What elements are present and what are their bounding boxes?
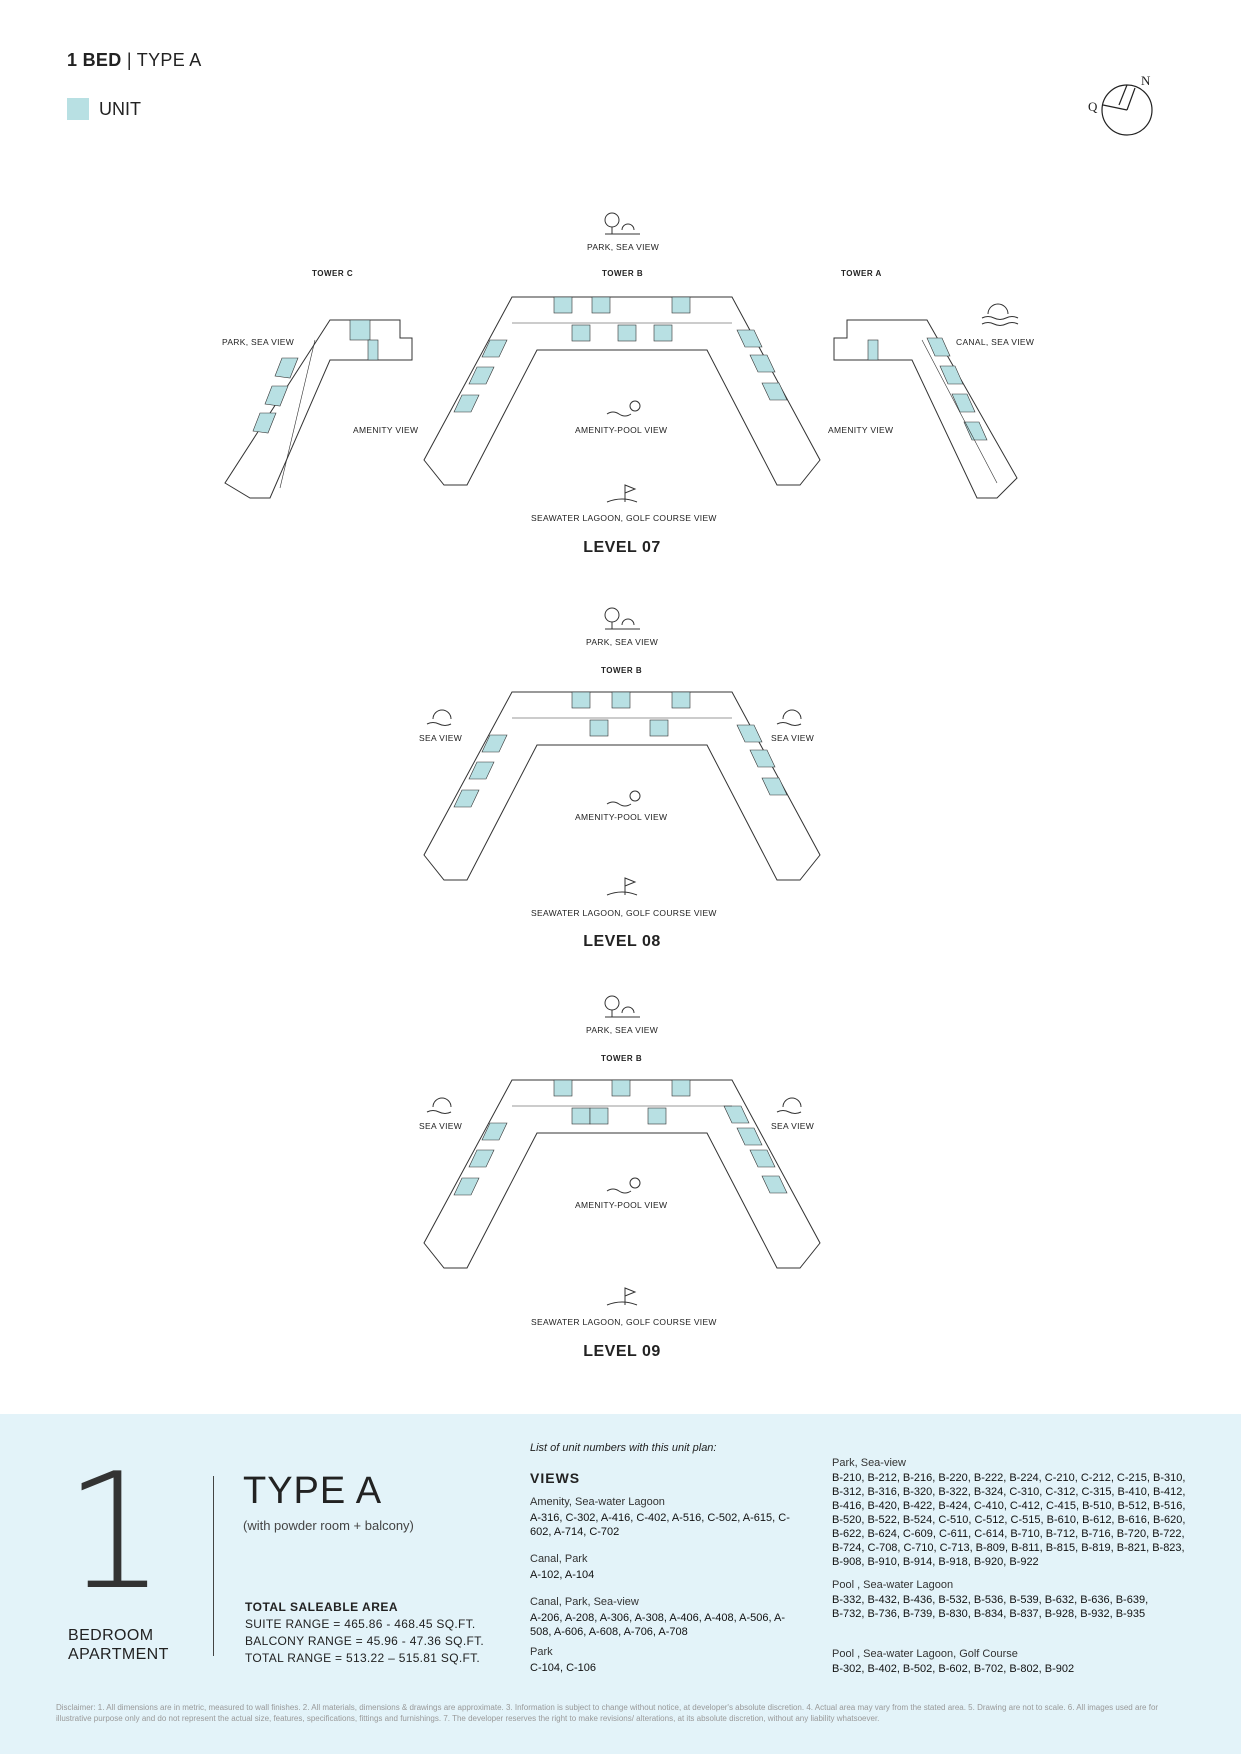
level-title: LEVEL 08 [583,933,661,950]
view-label-top: PARK, SEA VIEW [586,1025,659,1035]
title-separator: | [121,50,137,70]
tower-b-label: TOWER B [601,666,643,675]
park-sea-icon [600,605,645,635]
view-group [530,1553,800,1582]
park-sea-icon [600,993,645,1023]
view-group-units: B-302, B-402, B-502, B-602, B-702, B-802, B-902 [832,1663,1075,1675]
level-title: LEVEL 09 [583,1343,661,1360]
view-label-center: AMENITY-POOL VIEW [575,1200,668,1210]
pool-icon [605,788,645,810]
view-group-name: Park, Sea-view [832,1457,906,1469]
level-title: LEVEL 07 [583,539,661,556]
amenity-view-right: AMENITY VIEW [828,425,894,435]
view-label-center: AMENITY-POOL VIEW [575,812,668,822]
tower-a-label: TOWER A [841,269,882,278]
view-label-bottom: SEAWATER LAGOON, GOLF COURSE VIEW [531,513,717,523]
tower-b-label: TOWER B [602,269,644,278]
view-group [530,1596,800,1639]
view-label-left: SEA VIEW [419,1121,463,1131]
view-group-units: A-102, A-104 [530,1569,595,1581]
view-group-name: Park [530,1646,553,1658]
view-group-units: C-104, C-106 [530,1662,597,1674]
view-label-top: PARK, SEA VIEW [586,637,659,647]
bedroom-count: 1 [64,1438,166,1625]
unit-subtitle: (with powder room + balcony) [243,1518,414,1533]
pool-icon [605,1175,645,1197]
golf-icon [605,1285,640,1310]
view-label-bottom: SEAWATER LAGOON, GOLF COURSE VIEW [531,1317,717,1327]
area-title: TOTAL SALEABLE AREA [245,1600,399,1614]
view-group-units: A-316, C-302, A-416, C-402, A-516, C-502, A-615, C-602, A-714, C-702 [530,1512,790,1538]
view-label-bottom: SEAWATER LAGOON, GOLF COURSE VIEW [531,908,717,918]
view-group [832,1648,1192,1676]
view-group-units: B-332, B-432, B-436, B-532, B-536, B-539, B-632, B-636, B-639, B-732, B-736, B-739, B-830, B-834, B-837, B-928, B-932, B-935 [832,1594,1149,1620]
tower-c-label: TOWER C [312,269,354,278]
park-sea-icon [600,210,645,240]
view-group [832,1457,1192,1569]
view-group [832,1579,1162,1621]
legend [67,98,141,120]
unit-type: TYPE A [243,1470,383,1512]
page-title [67,50,202,71]
view-group [530,1496,800,1539]
view-label-center: AMENITY-POOL VIEW [575,425,668,435]
view-group [530,1646,800,1675]
amenity-view-left: AMENITY VIEW [353,425,419,435]
view-group-name: Pool , Sea-water Lagoon, Golf Course [832,1648,1018,1660]
views-heading: VIEWS [530,1470,581,1486]
suite-range: SUITE RANGE = 465.86 - 468.45 SQ.FT. [245,1617,476,1631]
view-group-name: Canal, Park [530,1553,588,1565]
view-label-right: SEA VIEW [771,1121,815,1131]
view-group-name: Canal, Park, Sea-view [530,1596,639,1608]
bedroom-label [68,1626,169,1664]
compass-north: N [1141,73,1151,88]
bedroom-line-2: APARTMENT [68,1646,169,1663]
view-label-right: SEA VIEW [771,733,815,743]
unit-swatch [67,98,89,120]
view-group-name: Pool , Sea-water Lagoon [832,1579,954,1591]
golf-icon [605,875,640,900]
view-label-left: SEA VIEW [419,733,463,743]
view-group-units: B-210, B-212, B-216, B-220, B-222, B-224, C-210, C-212, C-215, B-310, B-312, B-316, B-320, B-322, B-324, C-310, C-312, C-315, B-410, B-412, B-416, B-420, B-422, B-424, C-410, C-412, C-415, B-510, B-512, B-516, B-520, B-522, B-524, C-510, C-512, C-515, B-610, B-612, B-616, B-620, B-622, B-624, C-609, C-611, C-614, B-710, B-712, B-716, B-720, B-722, B-724, C-708, C-710, C-713, B-809, B-811, B-815, B-819, B-821, B-823, B-908, B-910, B-914, B-918, B-920, B-922 [832,1472,1186,1568]
pool-icon [605,398,645,420]
total-range: TOTAL RANGE = 513.22 – 515.81 SQ.FT. [245,1651,481,1665]
view-group-units: A-206, A-208, A-306, A-308, A-406, A-408, A-506, A-508, A-606, A-608, A-706, A-708 [530,1612,786,1638]
view-label-right: CANAL, SEA VIEW [956,337,1035,347]
canal-sea-icon [980,298,1020,328]
bedroom-line-1: BEDROOM [68,1627,154,1644]
legend-label: UNIT [99,98,141,119]
golf-icon [605,482,640,507]
balcony-range: BALCONY RANGE = 45.96 - 47.36 SQ.FT. [245,1634,485,1648]
unit-list-title: List of unit numbers with this unit plan: [530,1442,717,1454]
view-label-left: PARK, SEA VIEW [222,337,295,347]
tower-b-label: TOWER B [601,1054,643,1063]
divider [213,1476,214,1656]
type-label: TYPE A [136,50,202,70]
compass-q: Q [1088,99,1098,114]
disclaimer: Disclaimer: 1. All dimensions are in metric, measured to wall finishes. 2. All materials, dimensions & drawings are approximate. 3. Information is subject to change without notice, at developer's absolute discretion. 4. Actual area may vary from the stated area. 5. Drawing are not to scale. 6. All images used are for illustrative purpose only and do not represent the actual size, features, specifications, fittings and furnishings. 7. The developer reserves the right to make revisions/ alterations, at its absolute discretion, without any liability whatsoever. [56,1703,1159,1723]
view-label-top: PARK, SEA VIEW [587,242,660,252]
view-group-name: Amenity, Sea-water Lagoon [530,1496,665,1508]
tower-b-plan [422,295,822,490]
bed-label: 1 BED [67,50,122,70]
